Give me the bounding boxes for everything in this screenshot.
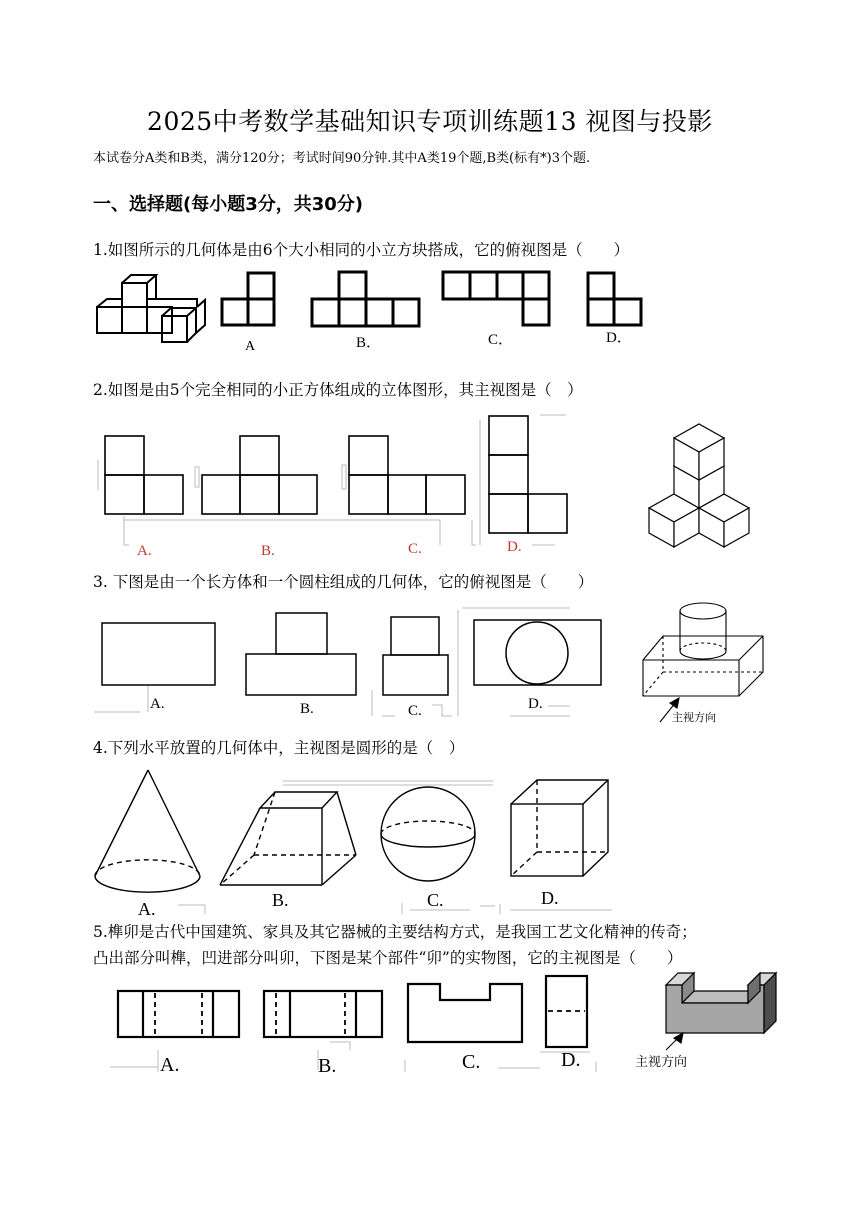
q4-option-b-frustum xyxy=(220,792,356,885)
q2-option-c-figure xyxy=(349,436,465,514)
q1-option-d-label: D． xyxy=(606,330,632,346)
q4-option-b-label: B. xyxy=(272,890,289,910)
q5-option-b-figure xyxy=(264,991,382,1037)
section-heading: 一、选择题(每小题3分，共30分) xyxy=(93,194,364,215)
q5-option-c-label: C. xyxy=(462,1051,481,1073)
q5-option-a-label: A. xyxy=(160,1054,180,1076)
q3-option-a-label: A. xyxy=(150,696,165,712)
q3-option-a-figure xyxy=(102,623,215,685)
q2-option-a-figure xyxy=(105,436,183,514)
q3-option-c-figure xyxy=(383,617,448,695)
q4-option-c-sphere xyxy=(381,787,475,881)
page-title: 2025中考数学基础知识专项训练题13 视图与投影 xyxy=(147,107,713,136)
q1-option-b-label: B． xyxy=(356,335,382,351)
q3-option-b-figure xyxy=(246,613,356,695)
q4-option-d-label: D. xyxy=(541,888,559,908)
q1-option-a-figure xyxy=(222,273,274,325)
q4-option-a-label: A. xyxy=(138,899,156,919)
question-2-text: 2.如图是由5个完全相同的小正方体组成的立体图形，其主视图是（ ） xyxy=(93,381,583,399)
q1-option-c-label: C． xyxy=(488,332,514,348)
exam-intro: 本试卷分A类和B类，满分120分；考试时间90分钟.其中A类19个题,B类(标有*)3个题. xyxy=(93,151,591,166)
q5-option-c-figure xyxy=(408,984,522,1042)
q1-option-b-figure xyxy=(312,272,419,326)
q2-solid-figure xyxy=(649,424,749,547)
q5-scan-artifacts xyxy=(110,1042,596,1072)
q1-option-c-figure xyxy=(443,272,549,325)
q5-option-d-figure xyxy=(546,976,587,1047)
question-1-text: 1.如图所示的几何体是由6个大小相同的小立方块搭成，它的俯视图是（ ） xyxy=(93,241,630,259)
q2-option-d-figure xyxy=(489,416,567,533)
question-5-text-line2: 凸出部分叫榫，凹进部分叫卯，下图是某个部件“卯”的实物图，它的主视图是（ ） xyxy=(93,949,683,967)
q2-option-a-label: A. xyxy=(137,543,152,559)
q2-option-c-label: C. xyxy=(408,541,422,557)
q3-option-d-figure xyxy=(474,620,601,685)
q3-solid-figure xyxy=(643,603,763,696)
q2-scan-artifacts xyxy=(98,415,566,545)
q3-scan-artifacts xyxy=(94,608,570,716)
q1-solid-figure xyxy=(97,275,205,342)
q4-option-a-cone xyxy=(95,770,200,892)
q2-option-b-figure xyxy=(202,436,317,514)
q5-direction-arrow xyxy=(666,1033,683,1050)
q5-option-d-label: D. xyxy=(561,1049,581,1071)
q3-option-b-label: B. xyxy=(300,701,314,717)
q1-option-d-figure xyxy=(588,273,641,325)
q5-mortise-solid xyxy=(666,973,776,1033)
q2-option-b-label: B. xyxy=(261,543,275,559)
q3-direction-label: 主视方向 xyxy=(672,712,716,724)
q4-option-c-label: C. xyxy=(427,890,444,910)
q3-option-d-label: D. xyxy=(528,696,543,712)
q5-direction-label: 主视方向 xyxy=(635,1054,688,1069)
question-3-text: 3. 下图是由一个长方体和一个圆柱组成的几何体，它的俯视图是（ ） xyxy=(93,573,594,591)
question-4-text: 4.下列水平放置的几何体中，主视图是圆形的是（ ） xyxy=(93,739,465,757)
q4-option-d-cube xyxy=(511,780,608,876)
q2-option-d-label: D. xyxy=(507,539,522,555)
question-5-text-line1: 5.榫卯是古代中国建筑、家具及其它器械的主要结构方式，是我国工艺文化精神的传奇； xyxy=(93,923,697,941)
q1-option-a-label: A xyxy=(245,339,256,354)
q5-option-a-figure xyxy=(118,991,239,1037)
q5-option-b-label: B. xyxy=(318,1055,337,1077)
q3-option-c-label: C. xyxy=(408,703,422,719)
